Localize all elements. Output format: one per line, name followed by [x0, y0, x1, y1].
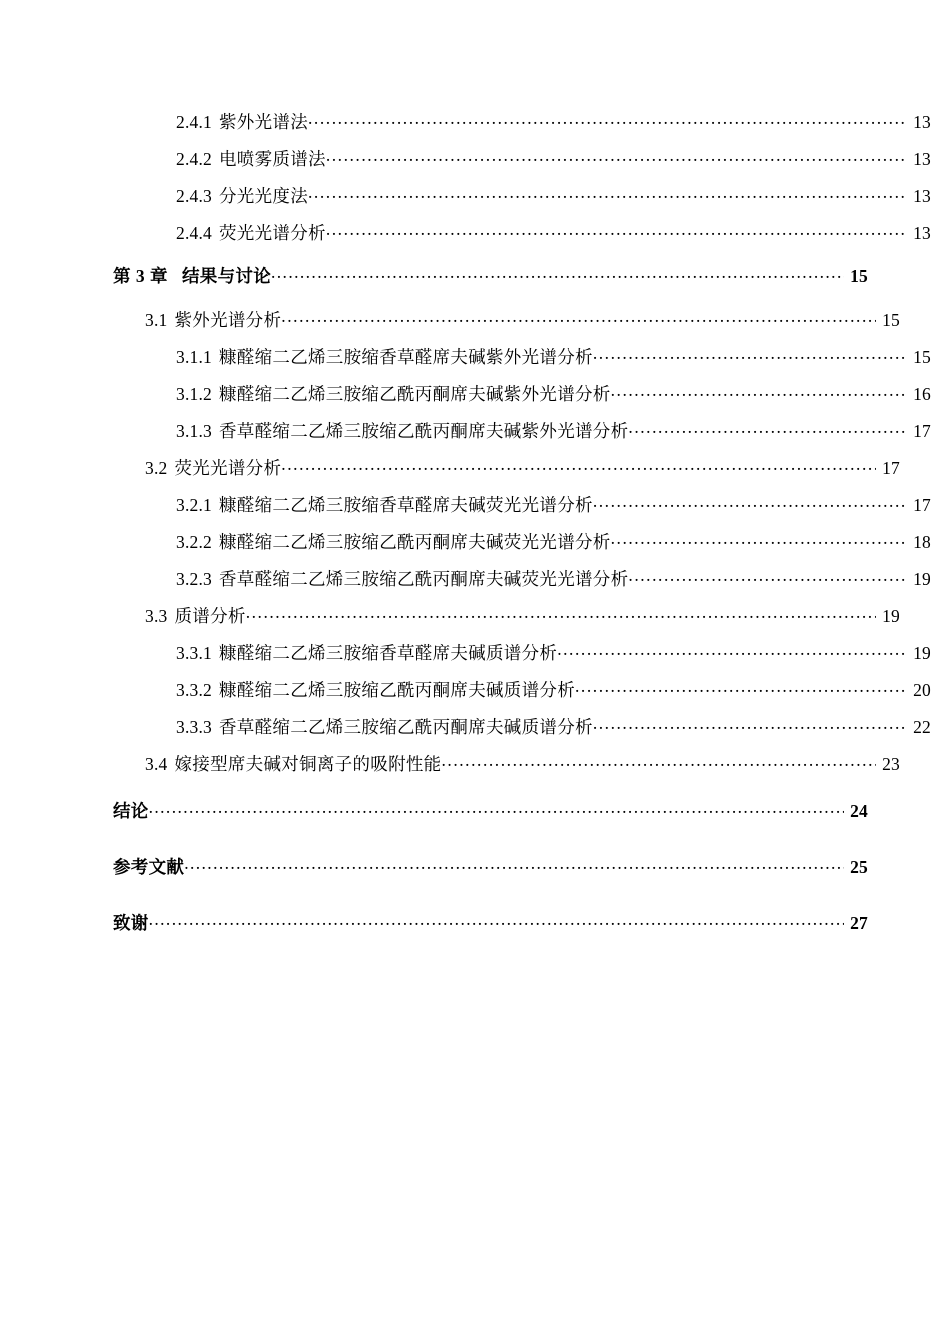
toc-entry-title: 质谱分析 — [174, 605, 246, 626]
toc-entry-page-number: 13 — [913, 222, 931, 243]
toc-entry[interactable] — [113, 678, 931, 715]
dot-leader — [611, 530, 907, 548]
toc-entry-title: 糠醛缩二乙烯三胺缩香草醛席夫碱荧光光谱分析 — [219, 494, 593, 515]
toc-entry-title: 分光光度法 — [219, 185, 308, 206]
toc-entry-number: 3.4 — [145, 753, 168, 774]
toc-entry-title: 荧光光谱分析 — [219, 222, 326, 243]
toc-entry-title: 参考文献 — [113, 856, 185, 877]
dot-leader — [326, 147, 907, 165]
toc-entry[interactable] — [113, 789, 868, 845]
toc-entry-title: 香草醛缩二乙烯三胺缩乙酰丙酮席夫碱荧光光谱分析 — [219, 568, 629, 589]
dot-leader — [593, 345, 907, 363]
toc-entry-number: 2.4.3 — [176, 185, 212, 206]
dot-leader — [628, 419, 907, 437]
toc-entry-title: 结果与讨论 — [182, 265, 271, 286]
toc-entry-page-number: 18 — [913, 531, 931, 552]
toc-entry-number: 3.2 — [145, 457, 168, 478]
toc-entry[interactable] — [113, 147, 931, 184]
dot-leader — [271, 264, 844, 282]
toc-entry-page-number: 13 — [913, 111, 931, 132]
dot-leader — [326, 221, 907, 239]
toc-entry-number: 3.1.3 — [176, 420, 212, 441]
toc-entry-page-number: 20 — [913, 679, 931, 700]
dot-leader — [308, 110, 907, 128]
dot-leader — [441, 752, 876, 770]
toc-entry-page-number: 15 — [850, 265, 868, 286]
toc-entry[interactable] — [113, 456, 900, 493]
dot-leader — [575, 678, 907, 696]
toc-entry[interactable] — [113, 901, 868, 957]
dot-leader — [184, 855, 844, 873]
toc-entry-title: 糠醛缩二乙烯三胺缩乙酰丙酮席夫碱紫外光谱分析 — [219, 383, 611, 404]
dot-leader — [149, 911, 844, 929]
toc-entry-title: 紫外光谱法 — [219, 111, 308, 132]
toc-entry-page-number: 16 — [913, 383, 931, 404]
toc-entry[interactable] — [113, 752, 900, 789]
toc-entry[interactable] — [113, 530, 931, 567]
toc-entry[interactable] — [113, 110, 931, 147]
toc-entry-number: 3.3.1 — [176, 642, 212, 663]
toc-entry-page-number: 17 — [913, 420, 931, 441]
toc-entry-page-number: 17 — [882, 457, 900, 478]
toc-entry-number: 3.3.2 — [176, 679, 212, 700]
dot-leader — [149, 799, 844, 817]
toc-entry[interactable] — [113, 641, 931, 678]
toc-entry-page-number: 17 — [913, 494, 931, 515]
toc-entry-page-number: 23 — [882, 753, 900, 774]
toc-entry-number: 2.4.2 — [176, 148, 212, 169]
toc-entry[interactable] — [113, 715, 931, 752]
toc-entry-page-number: 19 — [913, 642, 931, 663]
toc-entry-page-number: 15 — [913, 346, 931, 367]
dot-leader — [628, 567, 907, 585]
toc-entry[interactable] — [113, 845, 868, 901]
toc-entry-page-number: 19 — [913, 568, 931, 589]
table-of-contents — [113, 110, 931, 957]
toc-entry-page-number: 24 — [850, 800, 868, 821]
toc-entry-title: 致谢 — [113, 912, 149, 933]
toc-entry-number: 3.2.2 — [176, 531, 212, 552]
toc-entry-page-number: 22 — [913, 716, 931, 737]
toc-entry[interactable] — [113, 308, 900, 345]
dot-leader — [281, 308, 876, 326]
toc-entry-title: 糠醛缩二乙烯三胺缩香草醛席夫碱质谱分析 — [219, 642, 558, 663]
toc-entry-title: 荧光光谱分析 — [174, 457, 282, 478]
dot-leader — [246, 604, 876, 622]
toc-entry-title: 电喷雾质谱法 — [219, 148, 326, 169]
toc-entry-title: 香草醛缩二乙烯三胺缩乙酰丙酮席夫碱质谱分析 — [219, 716, 593, 737]
toc-entry-page-number: 27 — [850, 912, 868, 933]
toc-entry[interactable] — [113, 493, 931, 530]
toc-entry[interactable] — [113, 604, 900, 641]
toc-entry-number: 3.1.2 — [176, 383, 212, 404]
toc-entry-number: 2.4.1 — [176, 111, 212, 132]
toc-entry-number: 3.1.1 — [176, 346, 212, 367]
toc-entry-page-number: 15 — [882, 309, 900, 330]
toc-entry[interactable] — [113, 567, 931, 604]
toc-entry[interactable] — [113, 221, 931, 258]
toc-entry-title: 紫外光谱分析 — [174, 309, 282, 330]
toc-entry-number: 3.3.3 — [176, 716, 212, 737]
toc-entry-page-number: 19 — [882, 605, 900, 626]
toc-entry[interactable] — [113, 419, 931, 456]
toc-entry[interactable] — [113, 184, 931, 221]
dot-leader — [593, 493, 907, 511]
toc-entry-number: 3.1 — [145, 309, 168, 330]
toc-entry-number: 3.3 — [145, 605, 168, 626]
toc-entry-page-number: 13 — [913, 185, 931, 206]
toc-entry-number: 3.2.1 — [176, 494, 212, 515]
dot-leader — [308, 184, 907, 202]
toc-entry[interactable] — [113, 258, 868, 308]
toc-entry-title: 糠醛缩二乙烯三胺缩乙酰丙酮席夫碱质谱分析 — [219, 679, 575, 700]
toc-entry-number: 第 3 章 — [113, 265, 168, 286]
toc-entry[interactable] — [113, 345, 931, 382]
toc-entry-title: 结论 — [113, 800, 149, 821]
dot-leader — [593, 715, 907, 733]
toc-entry-page-number: 13 — [913, 148, 931, 169]
dot-leader — [281, 456, 876, 474]
toc-entry-number: 3.2.3 — [176, 568, 212, 589]
toc-entry-number: 2.4.4 — [176, 222, 212, 243]
toc-entry-page-number: 25 — [850, 856, 868, 877]
dot-leader — [557, 641, 907, 659]
toc-entry-title: 糠醛缩二乙烯三胺缩乙酰丙酮席夫碱荧光光谱分析 — [219, 531, 611, 552]
toc-entry-title: 糠醛缩二乙烯三胺缩香草醛席夫碱紫外光谱分析 — [219, 346, 593, 367]
toc-entry-title: 嫁接型席夫碱对铜离子的吸附性能 — [174, 753, 442, 774]
dot-leader — [611, 382, 907, 400]
toc-entry[interactable] — [113, 382, 931, 419]
toc-entry-title: 香草醛缩二乙烯三胺缩乙酰丙酮席夫碱紫外光谱分析 — [219, 420, 629, 441]
